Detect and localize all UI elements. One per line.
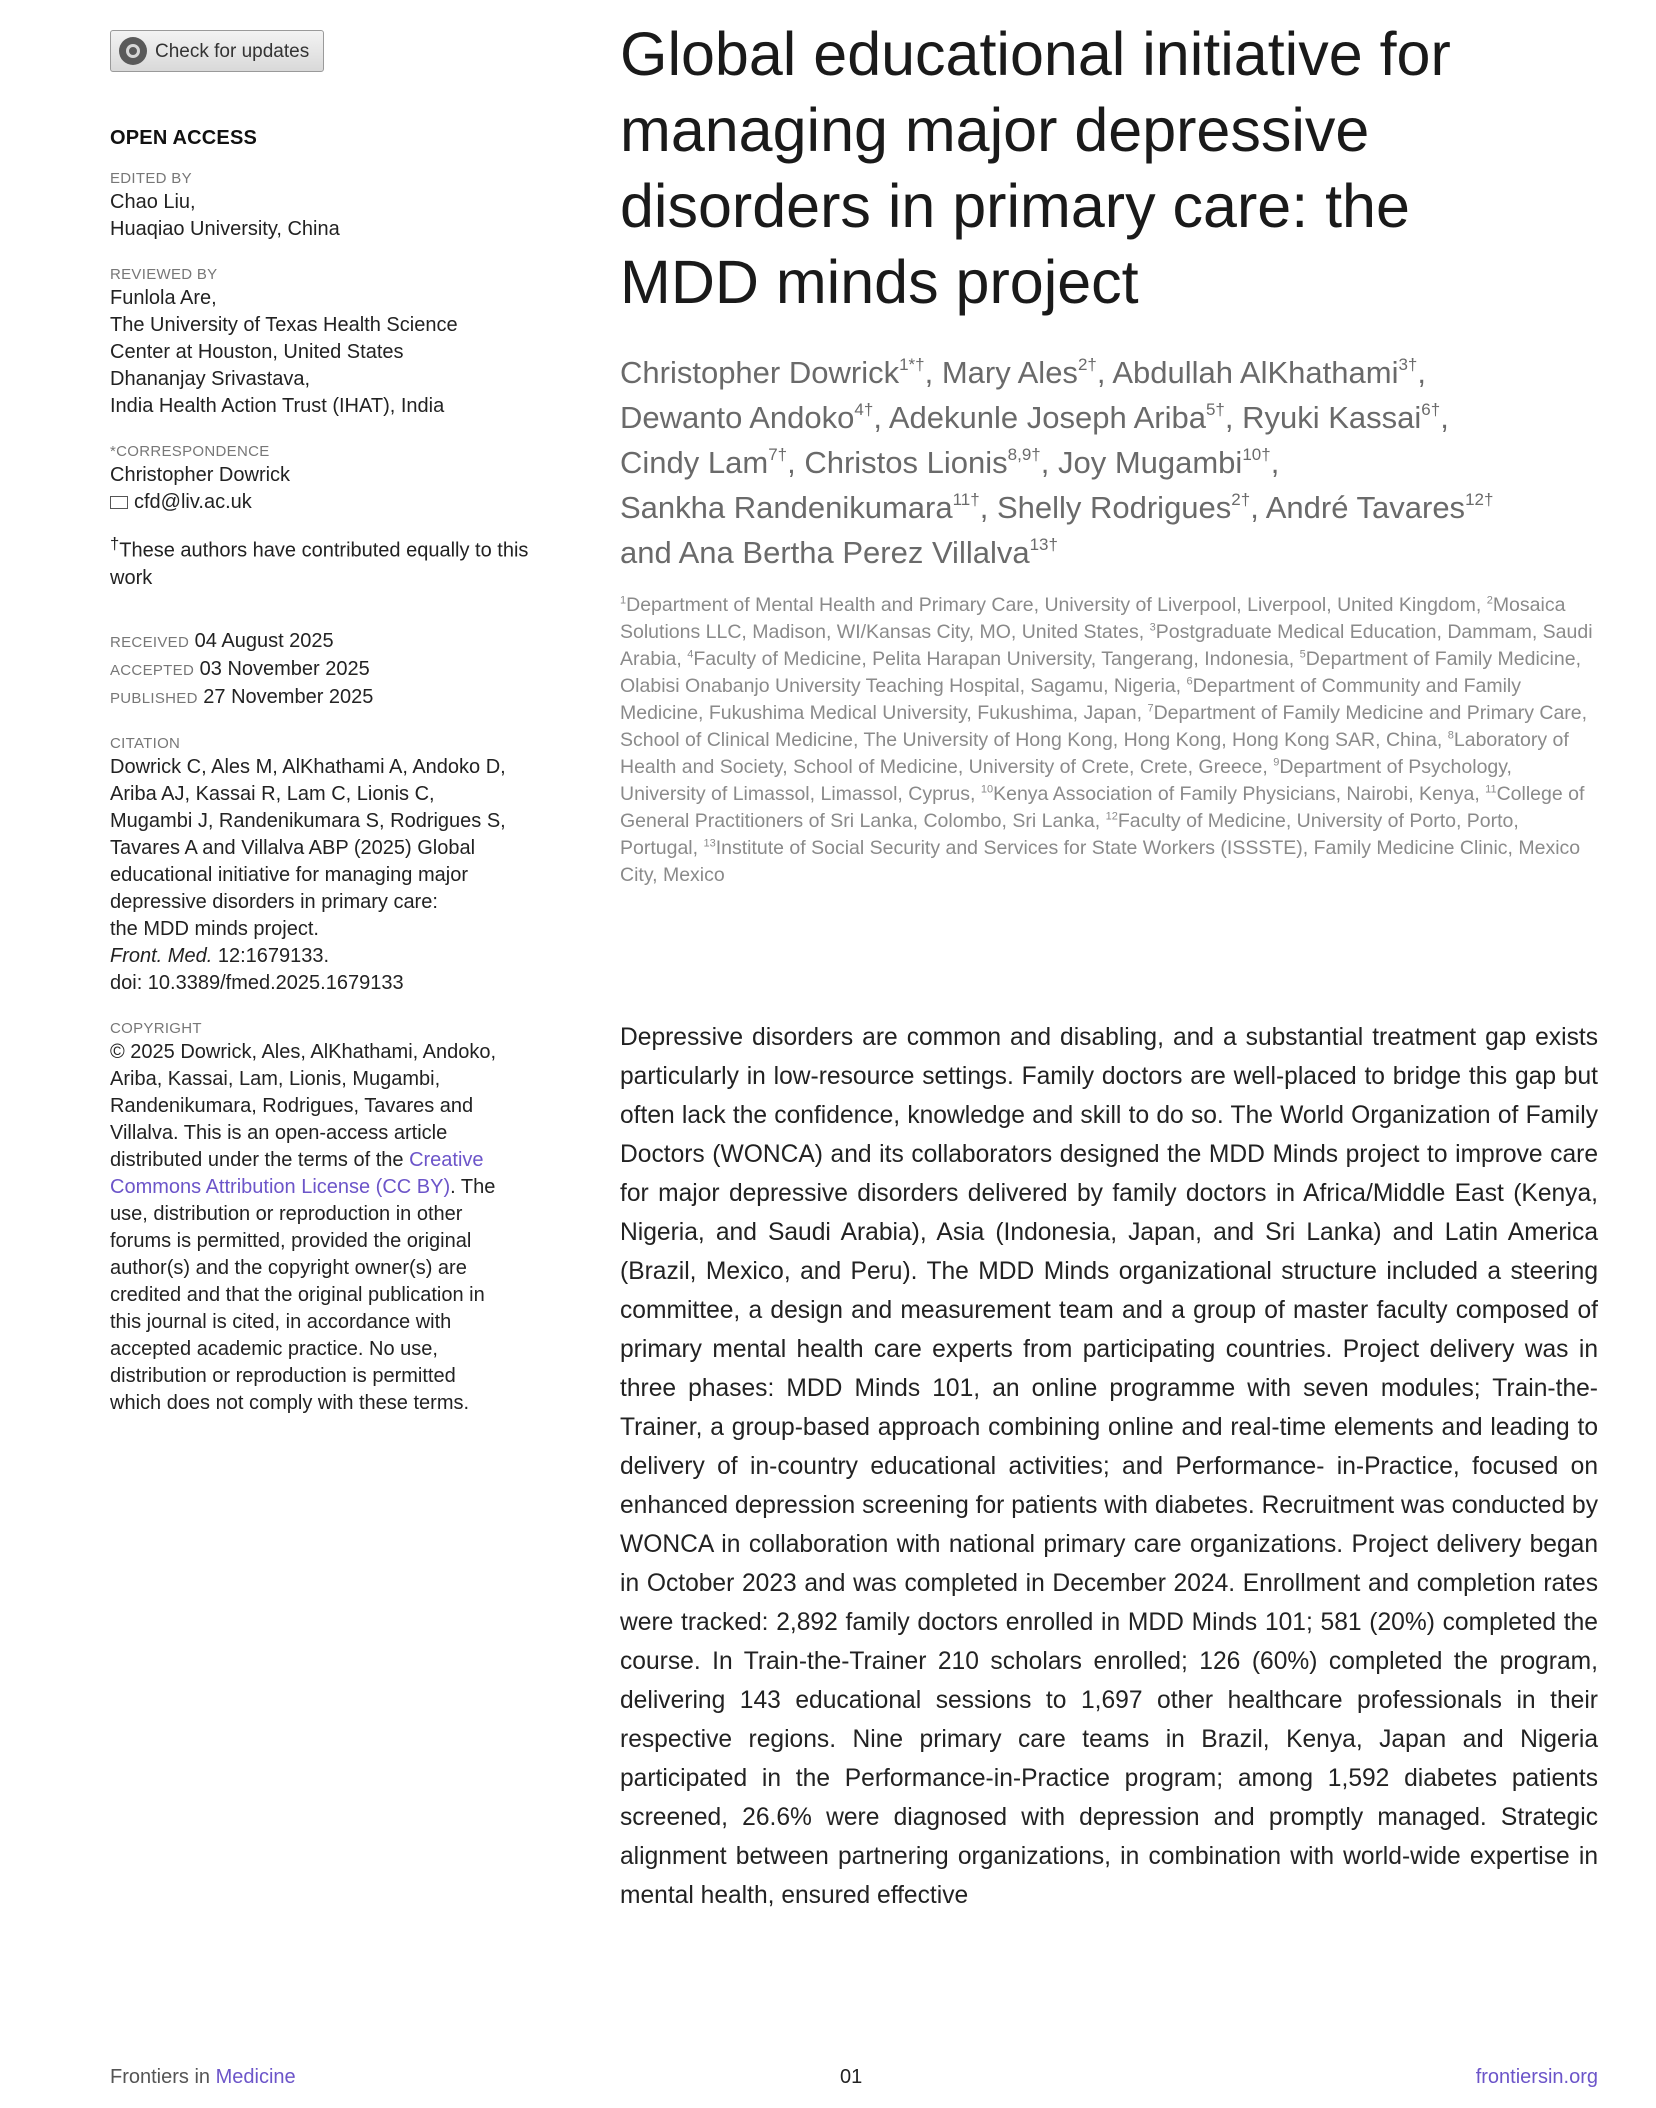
author-affiliation-mark: 11† — [952, 489, 980, 509]
reviewed-by-label: REVIEWED BY — [110, 266, 218, 283]
author-affiliation-mark: 2† — [1231, 489, 1251, 509]
affiliation-text: Institute of Social Security and Services for State Workers (ISSSTE), Family Medicine Clinic, Mexico City, Mexico — [620, 837, 1581, 886]
author-name: , Ryuki Kassai — [1224, 400, 1422, 435]
cc-by-license-link-cont[interactable]: Commons Attribution License (CC BY) — [110, 1175, 451, 1198]
affiliation-text: Kenya Association of Family Physicians, Nairobi, Kenya, — [993, 783, 1486, 805]
author-affiliation-mark: 12† — [1465, 489, 1494, 509]
equal-contribution-note: †These authors have contributed equally to this work — [110, 534, 529, 589]
author-affiliation-mark: 1*† — [899, 354, 925, 374]
affiliation-list — [620, 592, 1595, 889]
author-affiliation-mark: 7† — [768, 444, 788, 464]
correspondence-name: Christopher Dowrick — [110, 464, 291, 486]
author-line — [620, 530, 1580, 575]
citation-label: CITATION — [110, 734, 181, 752]
author-affiliation-mark: 6† — [1421, 399, 1441, 419]
footer-journal[interactable]: Frontiers in Medicine — [110, 2066, 296, 2088]
author-line — [620, 440, 1580, 485]
affiliation-number: 2 — [1486, 594, 1493, 607]
author-affiliation-mark: 13† — [1029, 534, 1058, 554]
affiliation-text: Laboratory of Health and Society, School of Medicine, University of Crete, Crete, Greece, — [620, 729, 1569, 778]
affiliation-text: Mosaica Solutions LLC, Madison, WI/Kansas City, MO, United States, — [620, 594, 1566, 643]
check-for-updates-label: Check for updates — [155, 40, 310, 62]
author-name: , Mary Ales — [924, 355, 1078, 390]
affiliation-number: 7 — [1147, 702, 1154, 715]
author-name: Christopher Dowrick — [620, 355, 900, 390]
author-affiliation-mark: 8,9† — [1007, 444, 1041, 464]
affiliation-text: Department of Family Medicine, Olabisi Onabanjo University Teaching Hospital, Sagamu, Nigeria, — [620, 648, 1582, 697]
citation-doi: doi: 10.3389/fmed.2025.1679133 — [110, 971, 404, 994]
check-for-updates-button[interactable] — [110, 30, 324, 72]
received-date: RECEIVED 04 August 2025 — [110, 629, 334, 652]
affiliation-text: Department of Psychology, University of Limassol, Limassol, Cyprus, — [620, 756, 1512, 805]
published-date: PUBLISHED 27 November 2025 — [110, 685, 374, 708]
affiliation-text: Department of Community and Family Medicine, Fukushima Medical University, Fukushima, Japan, — [620, 675, 1522, 724]
copyright-label: COPYRIGHT — [110, 1019, 202, 1037]
reviewed-by: Funlola Are, The University of Texas Health Science Center at Houston, United States Dhananjay Srivastava, India Health Action Trust (IHAT), India — [110, 287, 458, 417]
affiliation-number: 4 — [687, 648, 694, 661]
author-name: Cindy Lam — [620, 445, 769, 480]
author-affiliation-mark: 10† — [1242, 444, 1271, 464]
author-affiliation-mark: 4† — [854, 399, 874, 419]
footer-site-link[interactable]: frontiersin.org — [1475, 2066, 1598, 2088]
affiliation-number: 9 — [1273, 756, 1280, 769]
affiliation-number: 11 — [1485, 783, 1497, 796]
author-affiliation-mark: 2† — [1077, 354, 1097, 374]
affiliation-number: 10 — [980, 783, 994, 796]
cc-by-license-link[interactable]: Creative — [409, 1148, 484, 1171]
affiliation-text: Faculty of Medicine, University of Porto, Porto, Portugal, — [620, 810, 1519, 859]
author-name: , Joy Mugambi — [1040, 445, 1243, 480]
author-name: , — [1270, 445, 1280, 480]
author-name: , — [1440, 400, 1449, 435]
citation: Dowrick C, Ales M, AlKhathami A, Andoko D, Ariba AJ, Kassai R, Lam C, Lionis C, Mugambi J, Randenikumara S, Rodrigues S, Tavares A and Villalva ABP (2025) Global educational initiative for managing major depressive disorders in primary care: the MDD minds project. Front. Med. 12:1679133. doi: 10.3389/fmed.2025.1679133 — [110, 754, 550, 997]
correspondence-email[interactable]: cfd@liv.ac.uk — [134, 491, 252, 513]
accepted-date: ACCEPTED 03 November 2025 — [110, 657, 370, 680]
edited-by: Chao Liu, Huaqiao University, China — [110, 191, 340, 240]
article-title: Global educational initiative for managing major depressive disorders in primary care: the MDD minds project — [620, 20, 1451, 316]
citation-journal: Front. Med. — [110, 944, 213, 967]
author-line — [620, 485, 1580, 530]
author-name: , André Tavares — [1250, 490, 1466, 525]
affiliation-number: 1 — [620, 594, 627, 607]
author-name: Dewanto Andoko — [620, 400, 855, 435]
edited-by-label: EDITED BY — [110, 170, 192, 187]
author-name: and Ana Bertha Perez Villalva — [620, 535, 1030, 570]
author-name: , Shelly Rodrigues — [979, 490, 1232, 525]
affiliation-text: Postgraduate Medical Education, Dammam, Saudi Arabia, — [620, 621, 1593, 670]
article-dates — [110, 628, 550, 712]
affiliation-number: 6 — [1186, 675, 1193, 688]
page-number: 01 — [840, 2066, 863, 2088]
author-line — [620, 350, 1580, 395]
affiliation-text: Department of Mental Health and Primary Care, University of Liverpool, Liverpool, United Kingdom, — [626, 594, 1487, 616]
affiliation-text: College of General Practitioners of Sri Lanka, Colombo, Sri Lanka, — [620, 783, 1585, 832]
correspondence-label: *CORRESPONDENCE — [110, 443, 270, 460]
affiliation-number: 8 — [1447, 729, 1454, 742]
copyright: © 2025 Dowrick, Ales, AlKhathami, Andoko, Ariba, Kassai, Lam, Lionis, Mugambi, Randenikumara, Rodrigues, Tavares and Villalva. This is an open-access article distributed under the terms of the Creative Commons Attribution License (CC BY). The use, distribution or reproduction in other forums is permitted, provided the original author(s) and the copyright owner(s) are credited and that the original publication in this journal is cited, in accordance with accepted academic practice. No use, distribution or reproduction is permitted which does not comply with these terms. — [110, 1040, 497, 1414]
author-name: , — [1417, 355, 1427, 390]
author-name: , Christos Lionis — [787, 445, 1008, 480]
mail-icon — [110, 496, 128, 509]
footer-journal-name[interactable]: Medicine — [215, 2066, 296, 2088]
affiliation-number: 13 — [703, 837, 716, 850]
crossmark-icon — [119, 37, 147, 65]
open-access-label: OPEN ACCESS — [110, 127, 258, 149]
affiliation-text: Department of Family Medicine and Primary Care, School of Clinical Medicine, The University of Hong Kong, Hong Kong, Hong Kong SAR, China, — [620, 702, 1588, 751]
abstract-text: Depressive disorders are common and disabling, and a substantial treatment gap exists particularly in low-resource settings. Family doctors are well-placed to bridge this gap but often lack the confidence, knowledge and skill to do so. The World Organization of Family Doctors (WONCA) and its collaborators designed the MDD Minds project to improve care for major depressive disorders delivered by family doctors in Africa/Middle East (Kenya, Nigeria, and Saudi Arabia), Asia (Indonesia, Japan, and Sri Lanka) and Latin America (Brazil, Mexico, and Peru). The MDD Minds organizational structure included a steering committee, a design and measurement team and a group of master faculty composed of primary mental health care experts from participating countries. Project delivery was in three phases: MDD Minds 101, an online programme with seven modules; Train-the-Trainer, a group-based approach combining online and real-time elements and leading to delivery of in-country educational activities; and Performance- in-Practice, focused on enhanced depression screening for patients with diabetes. Recruitment was conducted by WONCA in collaboration with national primary care organizations. Project delivery began in October 2023 and was completed in December 2024. Enrollment and completion rates were tracked: 2,892 family doctors enrolled in MDD Minds 101; 581 (20%) completed the course. In Train-the-Trainer 210 scholars enrolled; 126 (60%) completed the program, delivering 143 educational sessions to 1,697 other healthcare professionals in their respective regions. Nine primary care teams in Brazil, Kenya, Japan and Nigeria participated in the Performance-in-Practice program; among 1,592 diabetes patients screened, 26.6% were diagnosed with depression and promptly managed. Strategic alignment between partnering organizations, in combination with world-wide expertise in mental health, ensured effective — [620, 1024, 1598, 1909]
author-name: , Adekunle Joseph Ariba — [873, 400, 1206, 435]
author-name: , Abdullah AlKhathami — [1096, 355, 1399, 390]
affiliation-number: 3 — [1149, 621, 1156, 634]
affiliation-number: 5 — [1299, 648, 1306, 661]
correspondence-email-row[interactable] — [110, 489, 550, 516]
affiliation-text: Faculty of Medicine, Pelita Harapan University, Tangerang, Indonesia, — [693, 648, 1300, 670]
author-name: Sankha Randenikumara — [620, 490, 953, 525]
affiliation-number: 12 — [1105, 810, 1118, 823]
author-affiliation-mark: 3† — [1398, 354, 1418, 374]
author-affiliation-mark: 5† — [1205, 399, 1225, 419]
author-line — [620, 395, 1580, 440]
article-sidebar — [110, 30, 550, 1417]
author-list — [620, 350, 1580, 575]
